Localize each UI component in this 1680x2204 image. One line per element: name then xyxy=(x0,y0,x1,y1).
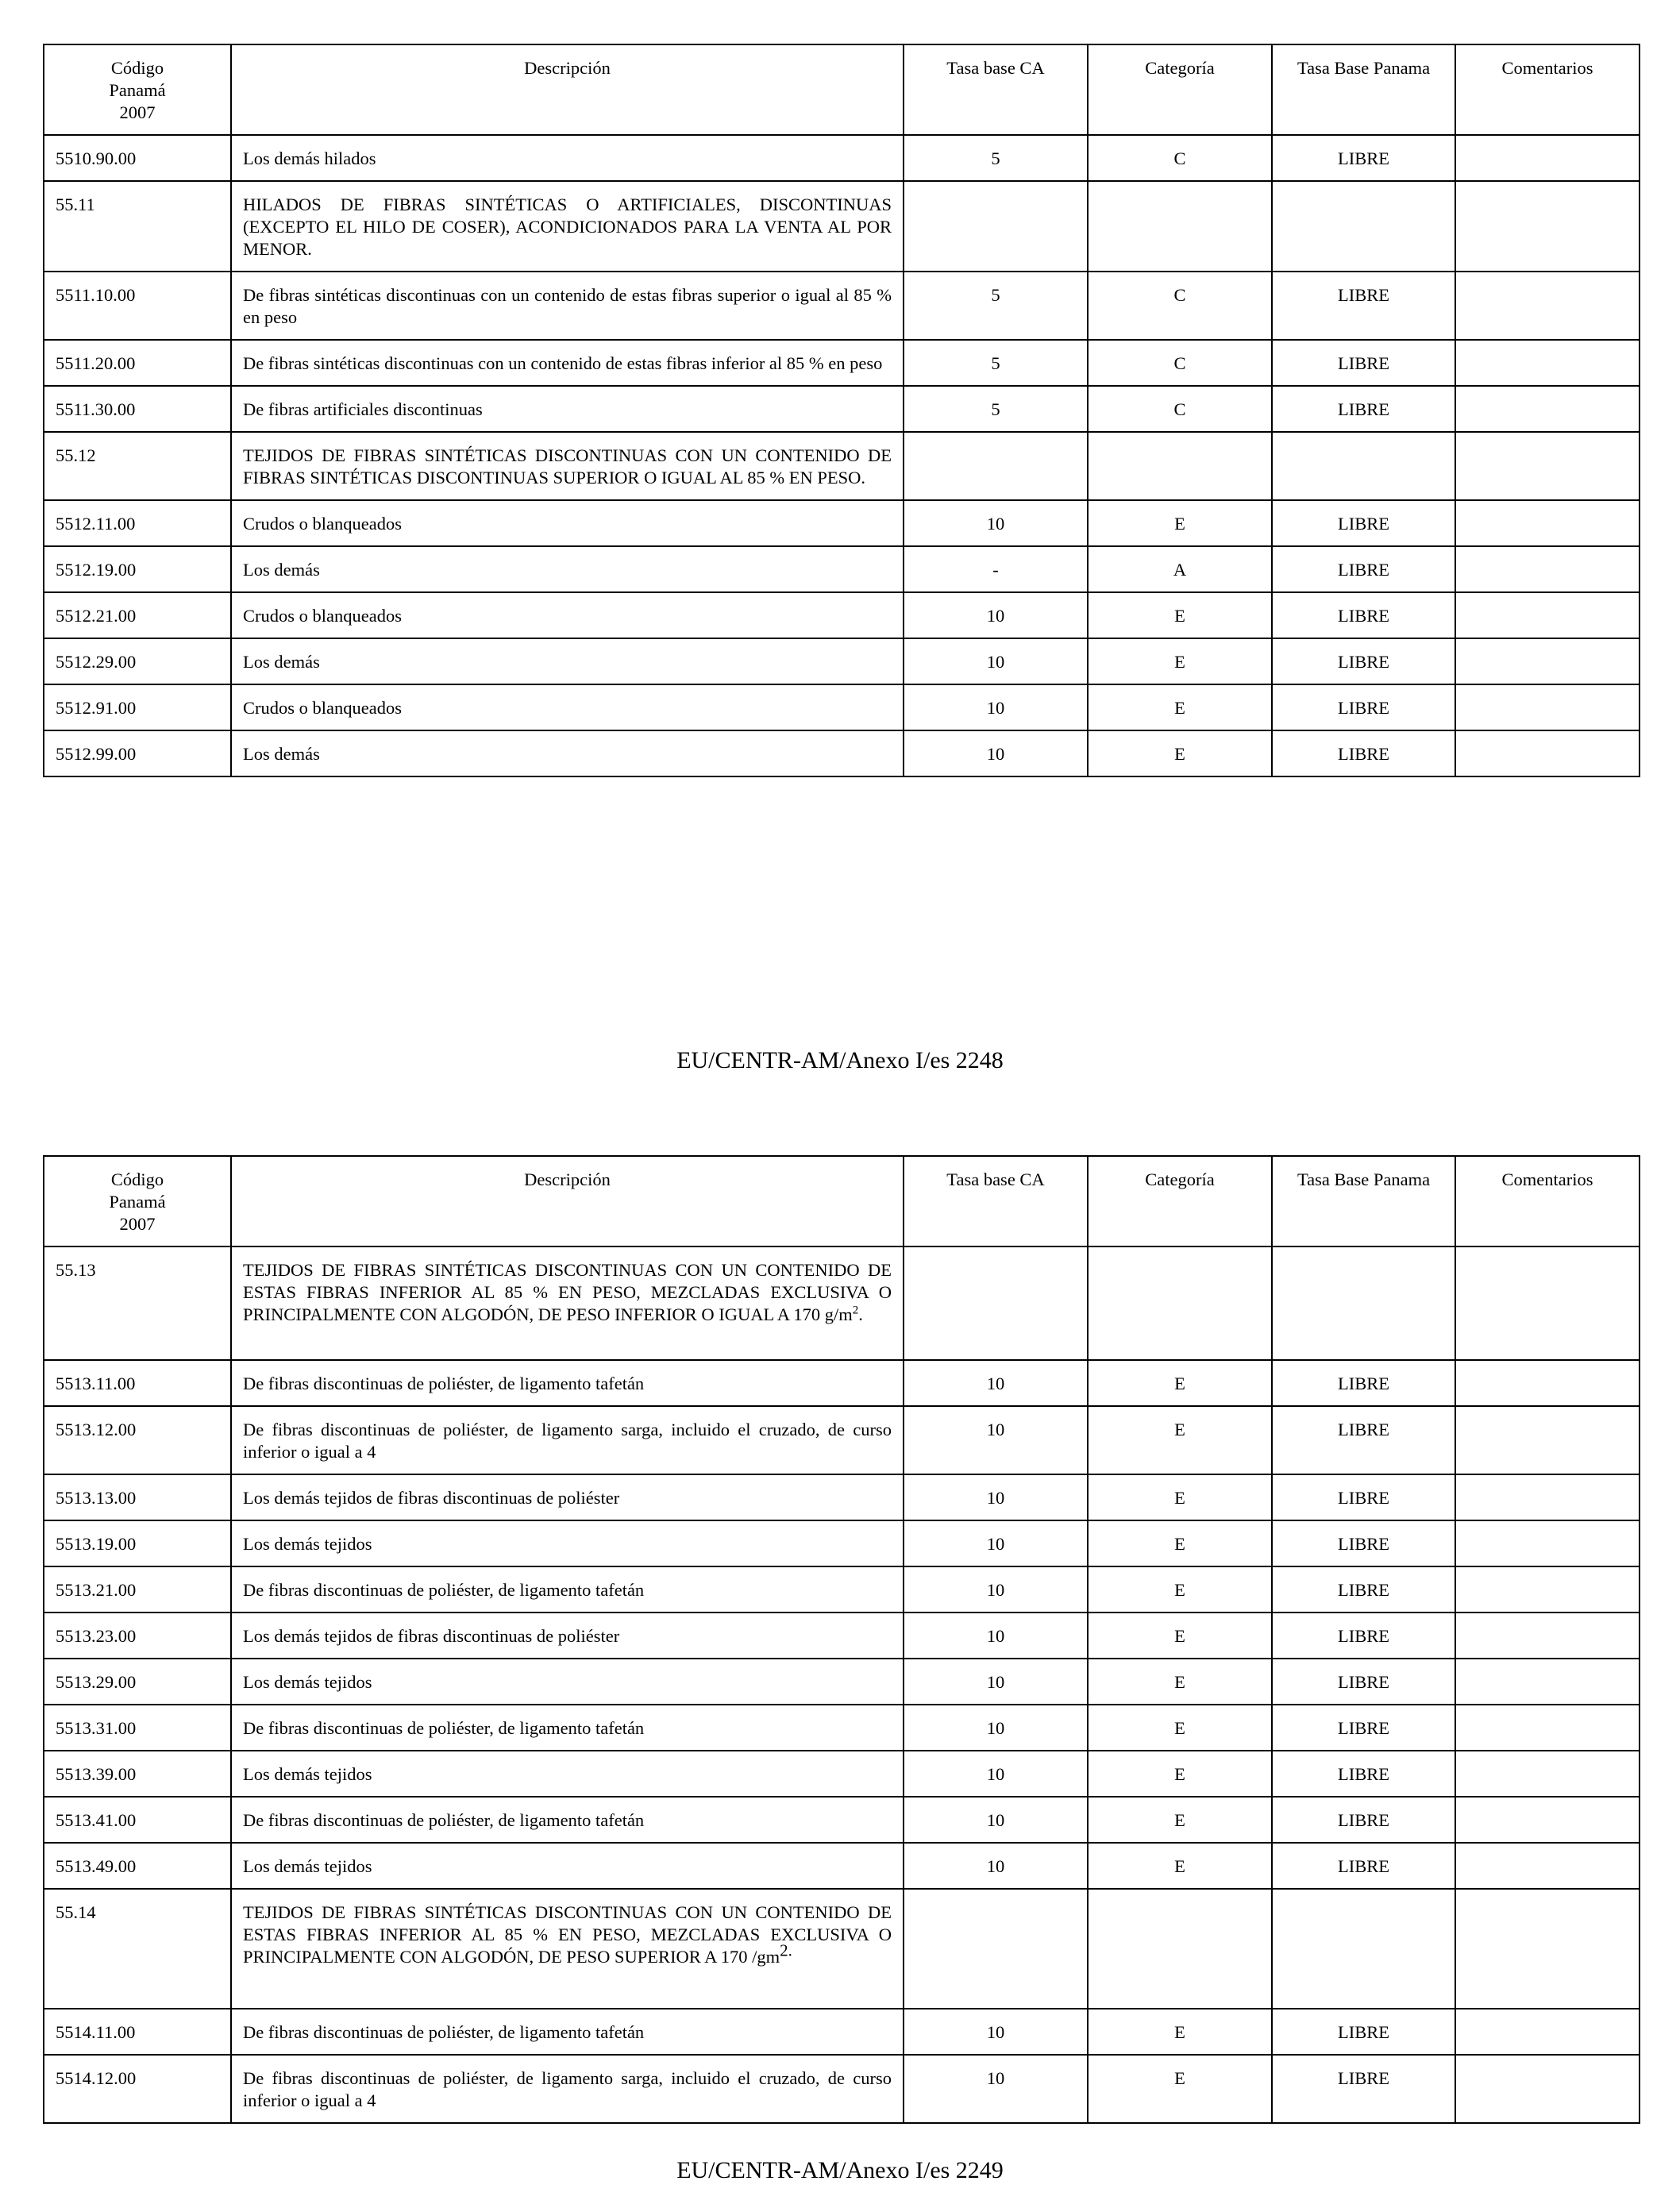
cell-base: LIBRE xyxy=(1272,1843,1455,1889)
cell-code: 55.14 xyxy=(44,1889,231,2009)
cell-base: LIBRE xyxy=(1272,1705,1455,1751)
table-row xyxy=(44,1843,1640,1889)
cell-code: 5514.11.00 xyxy=(44,2009,231,2055)
cell-code: 5511.20.00 xyxy=(44,340,231,386)
cell-comment xyxy=(1455,1659,1640,1705)
cell-base: LIBRE xyxy=(1272,135,1455,181)
cell-code: 5513.39.00 xyxy=(44,1751,231,1797)
header-descripcion: Descripción xyxy=(231,1156,904,1246)
table-row xyxy=(44,1360,1640,1406)
cell-rate: 10 xyxy=(904,684,1088,730)
cell-category xyxy=(1088,181,1272,272)
table-row xyxy=(44,1659,1640,1705)
cell-rate xyxy=(904,432,1088,500)
cell-description: Crudos o blanqueados xyxy=(231,500,904,546)
header-codigo xyxy=(44,1156,231,1246)
header-codigo-line-1: Código xyxy=(110,58,164,78)
cell-description: De fibras sintéticas discontinuas con un contenido de estas fibras inferior al 85 % en peso xyxy=(231,340,904,386)
cell-comment xyxy=(1455,1797,1640,1843)
cell-comment xyxy=(1455,1705,1640,1751)
cell-rate: 10 xyxy=(904,1360,1088,1406)
cell-rate: 10 xyxy=(904,500,1088,546)
cell-comment xyxy=(1455,2009,1640,2055)
cell-base: LIBRE xyxy=(1272,1360,1455,1406)
cell-comment xyxy=(1455,1613,1640,1659)
cell-rate: 10 xyxy=(904,2055,1088,2123)
cell-description: Los demás xyxy=(231,546,904,592)
cell-code: 5513.23.00 xyxy=(44,1613,231,1659)
cell-category: E xyxy=(1088,1406,1272,1474)
header-tasa-panama: Tasa Base Panama xyxy=(1272,1156,1455,1246)
cell-description: De fibras discontinuas de poliéster, de ligamento tafetán xyxy=(231,1360,904,1406)
cell-comment xyxy=(1455,1889,1640,2009)
cell-category xyxy=(1088,1889,1272,2009)
table-row xyxy=(44,272,1640,340)
header-codigo-line-3: 2007 xyxy=(119,102,156,122)
header-categoria: Categoría xyxy=(1088,1156,1272,1246)
cell-code: 5511.30.00 xyxy=(44,386,231,432)
cell-category: C xyxy=(1088,135,1272,181)
cell-rate: - xyxy=(904,546,1088,592)
cell-code: 55.11 xyxy=(44,181,231,272)
cell-rate: 5 xyxy=(904,135,1088,181)
cell-category: E xyxy=(1088,684,1272,730)
cell-rate xyxy=(904,181,1088,272)
header-categoria: Categoría xyxy=(1088,44,1272,135)
header-codigo-line-3: 2007 xyxy=(119,1214,156,1234)
cell-rate: 10 xyxy=(904,1520,1088,1566)
cell-comment xyxy=(1455,386,1640,432)
cell-base: LIBRE xyxy=(1272,340,1455,386)
cell-code: 5513.31.00 xyxy=(44,1705,231,1751)
cell-code: 5512.29.00 xyxy=(44,638,231,684)
cell-base: LIBRE xyxy=(1272,1797,1455,1843)
cell-code: 5512.21.00 xyxy=(44,592,231,638)
cell-comment xyxy=(1455,500,1640,546)
table-row xyxy=(44,1705,1640,1751)
header-comentarios: Comentarios xyxy=(1455,1156,1640,1246)
cell-description: De fibras discontinuas de poliéster, de ligamento tafetán xyxy=(231,1797,904,1843)
heading-text: TEJIDOS DE FIBRAS SINTÉTICAS DISCONTINUAS CON UN CONTENIDO DE ESTAS FIBRAS INFERIOR AL 85 % EN PESO, MEZCLADAS EXCLUSIVA O PRINCIPALMENTE CON ALGODÓN, DE PESO SUPERIOR A 170 /gm xyxy=(243,1902,892,1967)
cell-base xyxy=(1272,1889,1455,2009)
table-row xyxy=(44,546,1640,592)
table-row xyxy=(44,386,1640,432)
cell-description: Los demás tejidos de fibras discontinuas de poliéster xyxy=(231,1613,904,1659)
cell-category: E xyxy=(1088,2009,1272,2055)
table-row xyxy=(44,592,1640,638)
table-row xyxy=(44,500,1640,546)
cell-rate: 10 xyxy=(904,1705,1088,1751)
cell-base: LIBRE xyxy=(1272,1566,1455,1613)
header-tasa-ca: Tasa base CA xyxy=(904,1156,1088,1246)
cell-category: E xyxy=(1088,1520,1272,1566)
cell-rate: 10 xyxy=(904,638,1088,684)
cell-base: LIBRE xyxy=(1272,684,1455,730)
cell-description: Los demás hilados xyxy=(231,135,904,181)
header-tasa-ca: Tasa base CA xyxy=(904,44,1088,135)
cell-rate: 10 xyxy=(904,1566,1088,1613)
cell-category: E xyxy=(1088,638,1272,684)
cell-rate: 10 xyxy=(904,1843,1088,1889)
table-header-row xyxy=(44,1156,1640,1246)
header-codigo-line-2: Panamá xyxy=(109,1192,166,1212)
cell-comment xyxy=(1455,730,1640,776)
cell-base: LIBRE xyxy=(1272,500,1455,546)
cell-category: C xyxy=(1088,386,1272,432)
cell-category: E xyxy=(1088,730,1272,776)
tariff-table-1 xyxy=(43,44,1640,777)
table-2-body-heading xyxy=(44,1889,1640,2009)
cell-code: 5512.19.00 xyxy=(44,546,231,592)
table-2-body-b xyxy=(44,2009,1640,2123)
cell-comment xyxy=(1455,546,1640,592)
cell-rate: 5 xyxy=(904,386,1088,432)
cell-code: 5513.29.00 xyxy=(44,1659,231,1705)
cell-description: De fibras sintéticas discontinuas con un contenido de estas fibras superior o igual al 85 % en peso xyxy=(231,272,904,340)
cell-base xyxy=(1272,432,1455,500)
cell-code: 5513.13.00 xyxy=(44,1474,231,1520)
cell-rate: 10 xyxy=(904,1751,1088,1797)
cell-description: Los demás xyxy=(231,730,904,776)
cell-rate: 10 xyxy=(904,730,1088,776)
cell-rate: 10 xyxy=(904,592,1088,638)
cell-description: De fibras discontinuas de poliéster, de ligamento tafetán xyxy=(231,1566,904,1613)
cell-base: LIBRE xyxy=(1272,2009,1455,2055)
cell-category: E xyxy=(1088,1705,1272,1751)
cell-description: TEJIDOS DE FIBRAS SINTÉTICAS DISCONTINUAS CON UN CONTENIDO DE FIBRAS SINTÉTICAS DISCONTINUAS SUPERIOR O IGUAL AL 85 % EN PESO. xyxy=(231,432,904,500)
table-row xyxy=(44,1797,1640,1843)
cell-comment xyxy=(1455,2055,1640,2123)
table-row xyxy=(44,638,1640,684)
table-2-body-a xyxy=(44,1360,1640,1889)
header-codigo xyxy=(44,44,231,135)
cell-comment xyxy=(1455,181,1640,272)
cell-base: LIBRE xyxy=(1272,1659,1455,1705)
cell-category: C xyxy=(1088,340,1272,386)
cell-base: LIBRE xyxy=(1272,730,1455,776)
table-row xyxy=(44,1613,1640,1659)
cell-description: Los demás tejidos xyxy=(231,1751,904,1797)
cell-description: De fibras artificiales discontinuas xyxy=(231,386,904,432)
page-footer-2249: EU/CENTR-AM/Anexo I/es 2249 xyxy=(676,2157,1004,2183)
cell-rate: 10 xyxy=(904,1613,1088,1659)
cell-description: De fibras discontinuas de poliéster, de ligamento tafetán xyxy=(231,2009,904,2055)
cell-base xyxy=(1272,1246,1455,1360)
cell-category: E xyxy=(1088,1659,1272,1705)
cell-description: Crudos o blanqueados xyxy=(231,684,904,730)
cell-code: 5512.99.00 xyxy=(44,730,231,776)
cell-base: LIBRE xyxy=(1272,638,1455,684)
header-codigo-line-1: Código xyxy=(110,1169,164,1189)
cell-comment xyxy=(1455,135,1640,181)
cell-description: De fibras discontinuas de poliéster, de ligamento tafetán xyxy=(231,1705,904,1751)
cell-category xyxy=(1088,1246,1272,1360)
cell-code: 5513.19.00 xyxy=(44,1520,231,1566)
table-row xyxy=(44,1406,1640,1474)
cell-comment xyxy=(1455,432,1640,500)
cell-code: 55.12 xyxy=(44,432,231,500)
cell-code: 5511.10.00 xyxy=(44,272,231,340)
cell-base: LIBRE xyxy=(1272,546,1455,592)
table-row xyxy=(44,2055,1640,2123)
table-header-row xyxy=(44,44,1640,135)
cell-base: LIBRE xyxy=(1272,386,1455,432)
cell-base xyxy=(1272,181,1455,272)
cell-comment xyxy=(1455,592,1640,638)
cell-rate: 5 xyxy=(904,272,1088,340)
cell-category: E xyxy=(1088,1360,1272,1406)
header-comentarios: Comentarios xyxy=(1455,44,1640,135)
cell-description: Los demás tejidos xyxy=(231,1843,904,1889)
table-row xyxy=(44,2009,1640,2055)
cell-base: LIBRE xyxy=(1272,1751,1455,1797)
heading-text: TEJIDOS DE FIBRAS SINTÉTICAS DISCONTINUAS CON UN CONTENIDO DE ESTAS FIBRAS INFERIOR AL 85 % EN PESO, MEZCLADAS EXCLUSIVA O PRINCIPALMENTE CON ALGODÓN, DE PESO INFERIOR O IGUAL A 170 g/m xyxy=(243,1260,892,1324)
cell-base: LIBRE xyxy=(1272,1613,1455,1659)
cell-code: 5512.11.00 xyxy=(44,500,231,546)
cell-base: LIBRE xyxy=(1272,1520,1455,1566)
table-row-heading-55-13 xyxy=(44,1246,1640,1360)
cell-category: E xyxy=(1088,1566,1272,1613)
cell-code: 55.13 xyxy=(44,1246,231,1360)
cell-comment xyxy=(1455,340,1640,386)
table-row xyxy=(44,181,1640,272)
cell-code: 5513.41.00 xyxy=(44,1797,231,1843)
cell-description: Los demás xyxy=(231,638,904,684)
table-row xyxy=(44,1474,1640,1520)
cell-rate: 5 xyxy=(904,340,1088,386)
cell-category: E xyxy=(1088,2055,1272,2123)
header-descripcion: Descripción xyxy=(231,44,904,135)
cell-comment xyxy=(1455,1566,1640,1613)
superscript: 2. xyxy=(780,1940,792,1960)
cell-base: LIBRE xyxy=(1272,1474,1455,1520)
table-row xyxy=(44,684,1640,730)
heading-tail: . xyxy=(858,1304,863,1324)
cell-category: E xyxy=(1088,1613,1272,1659)
table-row xyxy=(44,1566,1640,1613)
cell-comment xyxy=(1455,1360,1640,1406)
cell-code: 5510.90.00 xyxy=(44,135,231,181)
table-row xyxy=(44,340,1640,386)
table-row xyxy=(44,432,1640,500)
table-row xyxy=(44,135,1640,181)
cell-category: C xyxy=(1088,272,1272,340)
cell-rate xyxy=(904,1889,1088,2009)
cell-rate: 10 xyxy=(904,1474,1088,1520)
tariff-table-2 xyxy=(43,1155,1640,2124)
table-2-body xyxy=(44,1246,1640,1360)
cell-category: A xyxy=(1088,546,1272,592)
cell-description: HILADOS DE FIBRAS SINTÉTICAS O ARTIFICIALES, DISCONTINUAS (EXCEPTO EL HILO DE COSER), ACONDICIONADOS PARA LA VENTA AL POR MENOR. xyxy=(231,181,904,272)
cell-code: 5513.49.00 xyxy=(44,1843,231,1889)
header-tasa-panama: Tasa Base Panama xyxy=(1272,44,1455,135)
page-footer-2248: EU/CENTR-AM/Anexo I/es 2248 xyxy=(676,1047,1004,1073)
cell-category: E xyxy=(1088,1474,1272,1520)
cell-code: 5514.12.00 xyxy=(44,2055,231,2123)
cell-comment xyxy=(1455,272,1640,340)
cell-category xyxy=(1088,432,1272,500)
cell-category: E xyxy=(1088,592,1272,638)
cell-rate: 10 xyxy=(904,1406,1088,1474)
table-row xyxy=(44,1751,1640,1797)
cell-comment xyxy=(1455,1751,1640,1797)
cell-base: LIBRE xyxy=(1272,2055,1455,2123)
table-row xyxy=(44,730,1640,776)
cell-comment xyxy=(1455,684,1640,730)
cell-description: De fibras discontinuas de poliéster, de ligamento sarga, incluido el cruzado, de curso inferior o igual a 4 xyxy=(231,2055,904,2123)
cell-code: 5512.91.00 xyxy=(44,684,231,730)
cell-base: LIBRE xyxy=(1272,272,1455,340)
cell-base: LIBRE xyxy=(1272,1406,1455,1474)
cell-comment xyxy=(1455,1520,1640,1566)
cell-description: Los demás tejidos xyxy=(231,1520,904,1566)
cell-code: 5513.11.00 xyxy=(44,1360,231,1406)
cell-comment xyxy=(1455,638,1640,684)
superscript: 2 xyxy=(852,1304,859,1317)
cell-category: E xyxy=(1088,1751,1272,1797)
cell-category: E xyxy=(1088,1843,1272,1889)
cell-base: LIBRE xyxy=(1272,592,1455,638)
cell-description xyxy=(231,1246,904,1360)
cell-rate xyxy=(904,1246,1088,1360)
cell-description: Los demás tejidos de fibras discontinuas de poliéster xyxy=(231,1474,904,1520)
cell-description: Crudos o blanqueados xyxy=(231,592,904,638)
cell-comment xyxy=(1455,1406,1640,1474)
cell-code: 5513.12.00 xyxy=(44,1406,231,1474)
cell-description xyxy=(231,1889,904,2009)
table-row-heading-55-14 xyxy=(44,1889,1640,2009)
table-1-body xyxy=(44,135,1640,776)
cell-category: E xyxy=(1088,500,1272,546)
cell-code: 5513.21.00 xyxy=(44,1566,231,1613)
cell-description: Los demás tejidos xyxy=(231,1659,904,1705)
header-codigo-line-2: Panamá xyxy=(109,80,166,100)
cell-comment xyxy=(1455,1246,1640,1360)
cell-comment xyxy=(1455,1843,1640,1889)
cell-rate: 10 xyxy=(904,2009,1088,2055)
table-row xyxy=(44,1520,1640,1566)
cell-rate: 10 xyxy=(904,1797,1088,1843)
cell-description: De fibras discontinuas de poliéster, de ligamento sarga, incluido el cruzado, de curso inferior o igual a 4 xyxy=(231,1406,904,1474)
cell-comment xyxy=(1455,1474,1640,1520)
cell-category: E xyxy=(1088,1797,1272,1843)
cell-rate: 10 xyxy=(904,1659,1088,1705)
